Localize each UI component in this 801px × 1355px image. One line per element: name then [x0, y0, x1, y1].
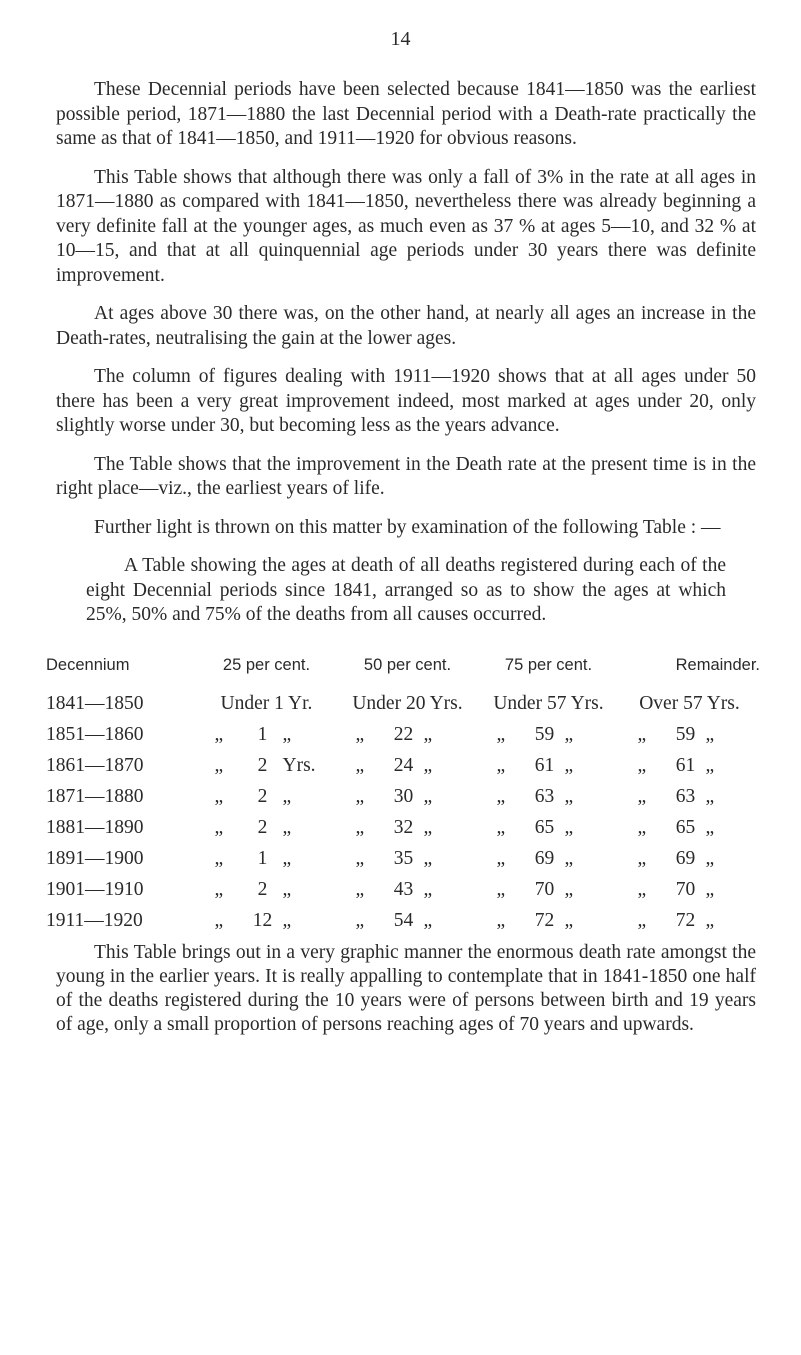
remainder-cell [619, 720, 760, 751]
value: 69 [675, 848, 696, 869]
decennium-cell: 1881—1890 [46, 817, 144, 838]
value: 2 [257, 879, 268, 900]
ditto-mark: „ [496, 755, 506, 776]
ditto-mark: „ [637, 848, 647, 869]
unit-mark: „ [564, 848, 574, 869]
value: 59 [675, 724, 696, 745]
ditto-mark: „ [355, 786, 365, 807]
decennium-cell: 1861—1870 [46, 755, 144, 776]
p75-cell [478, 875, 619, 906]
table-body [46, 720, 760, 937]
header-remainder: Remainder. [675, 655, 760, 674]
paragraph: The Table shows that the improvement in the Death rate at the present time is in the right place—viz., the earliest years of life. [56, 453, 756, 499]
unit-mark: „ [282, 848, 292, 869]
value: 65 [675, 817, 696, 838]
paragraph: At ages above 30 there was, on the other hand, at nearly all ages an increase in the Death-rates, neutralising the gain at the lower ages. [56, 303, 756, 349]
ditto-mark: „ [355, 910, 365, 931]
value: 2 [257, 755, 268, 776]
ditto-mark: „ [214, 786, 224, 807]
p25-cell [196, 813, 337, 844]
paragraph: These Decennial periods have been selected because 1841—1850 was the earliest possible period, 1871—1880 the last Decennial period with a Death-rate practically the same as that of 1841—1850, and 1911—1920 for obvious reasons. [56, 79, 756, 149]
unit-mark: „ [705, 910, 715, 931]
table-row [46, 906, 760, 937]
header-75-percent: 75 per cent. [504, 655, 593, 674]
unit-mark: „ [705, 848, 715, 869]
remainder-cell [619, 782, 760, 813]
remainder-cell [619, 751, 760, 782]
unit-mark: „ [282, 879, 292, 900]
unit-mark: „ [423, 786, 433, 807]
value: 61 [534, 755, 555, 776]
p50-cell [337, 782, 478, 813]
p75-cell [478, 906, 619, 937]
table-row [46, 689, 760, 720]
value: 2 [257, 817, 268, 838]
unit-mark: „ [564, 910, 574, 931]
value: 22 [393, 724, 414, 745]
remainder-cell [619, 813, 760, 844]
decennium-cell: 1891—1900 [46, 848, 144, 869]
p25-cell [196, 751, 337, 782]
p50-cell [337, 875, 478, 906]
ditto-mark: „ [496, 879, 506, 900]
p50-cell [337, 844, 478, 875]
ditto-mark: „ [355, 724, 365, 745]
p25-cell [196, 720, 337, 751]
p50-cell [337, 906, 478, 937]
decennium-cell: 1871—1880 [46, 786, 144, 807]
unit-mark: „ [423, 910, 433, 931]
value: 1 [257, 848, 268, 869]
value: 70 [534, 879, 555, 900]
value: 72 [675, 910, 696, 931]
value: 63 [675, 786, 696, 807]
p75-cell [478, 751, 619, 782]
decennium-cell: 1901—1910 [46, 879, 144, 900]
unit-mark: Yrs. [282, 755, 316, 776]
document-body [46, 78, 760, 1037]
ditto-mark: „ [214, 755, 224, 776]
p25-cell [196, 782, 337, 813]
p25-cell [196, 844, 337, 875]
remainder-cell: Over 57 Yrs. [639, 693, 740, 714]
unit-mark: „ [282, 910, 292, 931]
table-row [46, 844, 760, 875]
decennium-cell: 1911—1920 [46, 910, 143, 931]
unit-mark: „ [564, 786, 574, 807]
paragraph: Further light is thrown on this matter by examination of the following Table : — [94, 516, 721, 538]
p50-cell [337, 720, 478, 751]
ditto-mark: „ [496, 817, 506, 838]
ditto-mark: „ [496, 910, 506, 931]
p75-cell [478, 813, 619, 844]
unit-mark: „ [564, 817, 574, 838]
ditto-mark: „ [214, 848, 224, 869]
p75-cell [478, 782, 619, 813]
ditto-mark: „ [355, 817, 365, 838]
p75-cell [478, 720, 619, 751]
p25-cell [196, 875, 337, 906]
ditto-mark: „ [496, 848, 506, 869]
value: 61 [675, 755, 696, 776]
ditto-mark: „ [355, 755, 365, 776]
unit-mark: „ [423, 817, 433, 838]
unit-mark: „ [423, 879, 433, 900]
ditto-mark: „ [355, 848, 365, 869]
value: 32 [393, 817, 414, 838]
ditto-mark: „ [637, 910, 647, 931]
value: 43 [393, 879, 414, 900]
ditto-mark: „ [496, 786, 506, 807]
value: 2 [257, 786, 268, 807]
unit-mark: „ [705, 786, 715, 807]
unit-mark: „ [282, 817, 292, 838]
p50-cell [337, 813, 478, 844]
ditto-mark: „ [496, 724, 506, 745]
value: 30 [393, 786, 414, 807]
value: 54 [393, 910, 414, 931]
header-50-percent: 50 per cent. [363, 655, 452, 674]
table-row [46, 720, 760, 751]
unit-mark: „ [423, 724, 433, 745]
table-header-row [46, 656, 760, 689]
p75-cell: Under 57 Yrs. [493, 693, 604, 714]
unit-mark: „ [423, 848, 433, 869]
table-row [46, 813, 760, 844]
unit-mark: „ [564, 879, 574, 900]
unit-mark: „ [423, 755, 433, 776]
ages-at-death-table [46, 656, 760, 937]
value: 24 [393, 755, 414, 776]
unit-mark: „ [705, 724, 715, 745]
ditto-mark: „ [214, 724, 224, 745]
ditto-mark: „ [637, 879, 647, 900]
ditto-mark: „ [214, 817, 224, 838]
paragraph: This Table shows that although there was only a fall of 3% in the rate at all ages in 1871—1880 as compared with 1841—1850, nevertheless there was already beginning a very definite fall at the younger ages, as much even as 37 % at ages 5—10, and 32 % at 10—15, and that at all quinquennial age periods under 30 years there was definite improvement. [56, 166, 756, 286]
ditto-mark: „ [214, 910, 224, 931]
ditto-mark: „ [637, 724, 647, 745]
paragraph: The column of figures dealing with 1911—1920 shows that at all ages under 50 there has been a very great improvement indeed, most marked at ages under 20, only slightly worse under 30, but becoming less as the years advance. [56, 366, 756, 436]
value: 1 [257, 724, 268, 745]
value: 35 [393, 848, 414, 869]
table-row [46, 875, 760, 906]
value: 59 [534, 724, 555, 745]
page-number: 14 [390, 28, 411, 50]
unit-mark: „ [705, 879, 715, 900]
value: 72 [534, 910, 555, 931]
decennium-cell: 1851—1860 [46, 724, 144, 745]
p25-cell: Under 1 Yr. [220, 693, 313, 714]
closing-paragraph: This Table brings out in a very graphic manner the enormous death rate amongst the young in the earlier years. It is really appalling to contemplate that in 1841-1850 one half of the deaths registered during the 10 years were of persons between birth and 19 years of age, only a small proportion of persons reaching ages of 70 years and upwards. [56, 941, 756, 1035]
value: 65 [534, 817, 555, 838]
unit-mark: „ [282, 786, 292, 807]
ditto-mark: „ [637, 755, 647, 776]
ditto-mark: „ [214, 879, 224, 900]
decennium-cell: 1841—1850 [46, 693, 144, 714]
p50-cell: Under 20 Yrs. [352, 693, 463, 714]
table-row [46, 751, 760, 782]
table-row [46, 782, 760, 813]
unit-mark: „ [564, 755, 574, 776]
ditto-mark: „ [355, 879, 365, 900]
ditto-mark: „ [637, 817, 647, 838]
unit-mark: „ [705, 755, 715, 776]
value: 70 [675, 879, 696, 900]
p75-cell [478, 844, 619, 875]
p25-cell [196, 906, 337, 937]
remainder-cell [619, 844, 760, 875]
value: 63 [534, 786, 555, 807]
value: 69 [534, 848, 555, 869]
p50-cell [337, 751, 478, 782]
unit-mark: „ [282, 724, 292, 745]
ditto-mark: „ [637, 786, 647, 807]
remainder-cell [619, 875, 760, 906]
unit-mark: „ [564, 724, 574, 745]
header-decennium: Decennium [46, 655, 130, 674]
unit-mark: „ [705, 817, 715, 838]
table-caption: A Table showing the ages at death of all deaths registered during each of the eight Decennial periods since 1841, arranged so as to show the ages at which 25%, 50% and 75% of the deaths from all causes occurred. [86, 555, 726, 625]
value: 12 [252, 910, 273, 931]
header-25-percent: 25 per cent. [222, 655, 311, 674]
remainder-cell [619, 906, 760, 937]
